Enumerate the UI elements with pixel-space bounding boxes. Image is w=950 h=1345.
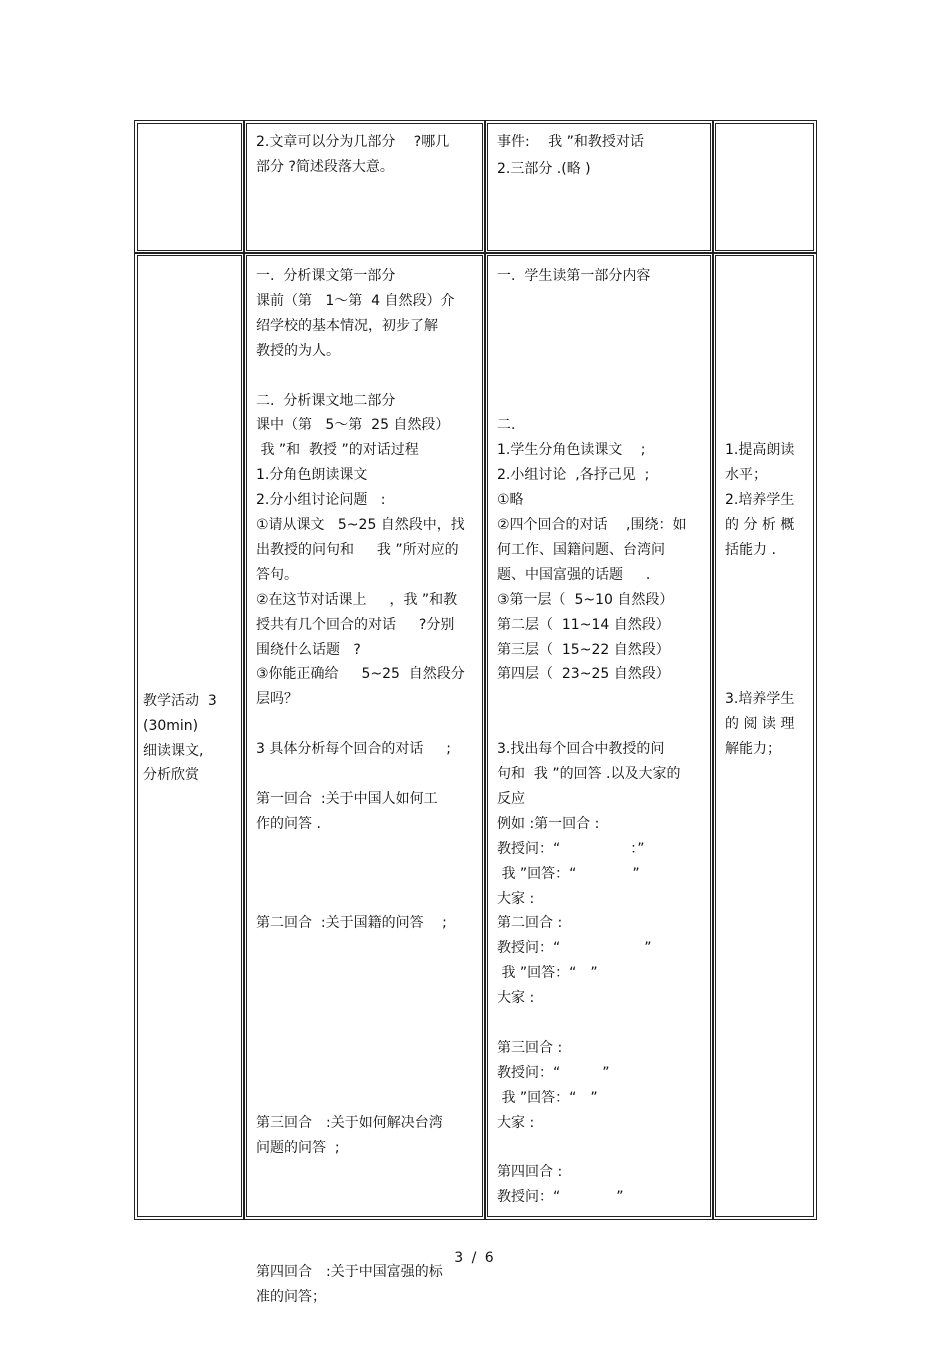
text-line: 何工作、国籍问题、台湾问 [497,541,665,558]
text-line: 第三层（ 15~22 自然段） [497,641,670,658]
text-line: 二. [497,417,516,434]
text-line: 层吗？ [256,691,298,708]
text-line: 第四回合 :关于中国富强的标 [256,1264,443,1280]
text-line: 授共有几个回合的对话 ?分别 [256,616,455,633]
text-line: 教授的为人。 [256,342,340,359]
table-row-2-col-4 [712,252,817,1220]
text-line: 1.提高朗读 [725,442,795,458]
text-line: 我 ”回答：“ ” [497,1089,598,1106]
text-line: 教授问：“ ：” [497,840,645,857]
text-line: 的 阅 读 理 [725,715,795,732]
text-line: 第三回合 : [497,1039,563,1056]
text-line: 的 分 析 概 [725,516,795,533]
text-line: 准的问答； [256,1288,326,1305]
activity-label-line-4: 分析欣赏 [143,767,199,783]
text-line: 句和 我 ”的回答 .以及大家的 [497,766,681,782]
text-line: 一. 分析课文第一部分 [256,268,396,284]
table-row-1-col-3 [484,120,714,254]
text-line: ①略 [497,492,524,509]
cell-inner-border [715,123,814,251]
activity-label-line-1: 教学活动 3 [143,693,217,709]
text-line: 水平； [725,466,767,483]
text-line: 括能力 . [725,541,776,558]
text-line: 我 ”回答：“ ” [497,865,640,882]
page-number: 3 / 6 [454,1250,496,1266]
text-line: ③你能正确给 5~25 自然段分 [256,666,465,683]
table-row-1-col-4 [712,120,817,254]
text-line: ①请从课文 5~25 自然段中，找 [256,517,465,533]
text-line: 二. 分析课文地二部分 [256,392,396,409]
activity-label-line-2: (30min) [143,718,199,734]
text-line: 反应 [497,790,525,807]
text-line: 第二回合 : [497,915,563,932]
text-line: 大家 : [497,990,535,1007]
text-line: 围绕什么话题 ? [256,641,361,658]
text-line: 题、中国富强的话题 . [497,566,651,583]
table-row-1-col-1 [134,120,245,254]
text-line: 3.培养学生 [725,691,795,707]
text-line: 第四层（ 23~25 自然段） [497,666,670,683]
text-line: 2.小组讨论 ,各抒己见 ; [497,467,650,484]
text-line: 课中（第 5～第 25 自然段） [256,417,450,434]
text-line: ③第一层（ 5~10 自然段） [497,591,674,608]
text-line: 课前（第 1～第 4 自然段）介 [256,292,455,309]
text-line: 大家 : [497,1114,535,1131]
text-line: 教授问：“ ” [497,940,652,957]
text-line: 出教授的问句和 我 ”所对应的 [256,541,459,558]
text-line: 教授问：“ ” [497,1189,624,1206]
text-line: 解能力； [725,740,781,757]
text-line: 我 ”和 教授 ”的对话过程 [256,442,419,459]
cell-inner-border [137,123,242,251]
activity-label-line-3: 细读课文, [143,743,204,759]
text-line: 3 具体分析每个回合的对话 ; [256,741,451,758]
text-line: 第一回合 :关于中国人如何工 [256,790,438,807]
text-line: 1.学生分角色读课文 ; [497,442,646,459]
text-line: 问题的问答 ; [256,1139,340,1156]
text-line: 1.分角色朗读课文 [256,467,368,484]
table-row-2-col-1 [134,252,245,1220]
text-line: 2.培养学生 [725,491,795,508]
text-line: 大家 : [497,890,535,907]
text-line: 我 ”回答：“ ” [497,965,598,982]
row1-col2-line-2: 部分 ?简述段落大意。 [256,159,394,175]
text-line: 教授问：“ ” [497,1064,610,1081]
text-line: 一. 学生读第一部分内容 [497,268,651,284]
text-line: 例如 :第一回合 : [497,815,600,832]
text-line: 第三回合 :关于如何解决台湾 [256,1114,443,1131]
text-line: 2.分小组讨论问题 : [256,492,386,509]
text-line: 第二层（ 11~14 自然段） [497,616,670,633]
table-row-2-col-3 [484,252,714,1220]
text-line: 作的问答 . [256,815,321,832]
text-line: ②在这节对话课上 ，我 ”和教 [256,591,458,608]
text-line: ②四个回合的对话 ,围绕：如 [497,517,687,533]
text-line: 第四回合 : [497,1164,563,1181]
row1-col3-line-2: 2.三部分 .(略 ) [497,161,591,177]
row1-col2-line-1: 2.文章可以分为几部分 ?哪几 [256,134,450,150]
text-line: 答句。 [256,566,298,583]
table-row-1-col-2 [243,120,486,254]
text-line: 绍学校的基本情况，初步了解 [256,317,438,334]
row1-col3-line-1: 事件: 我 ”和教授对话 [497,134,644,150]
text-line: 3.找出每个回合中教授的问 [497,741,665,758]
text-line: 第二回合 :关于国籍的问答 ; [256,915,447,932]
